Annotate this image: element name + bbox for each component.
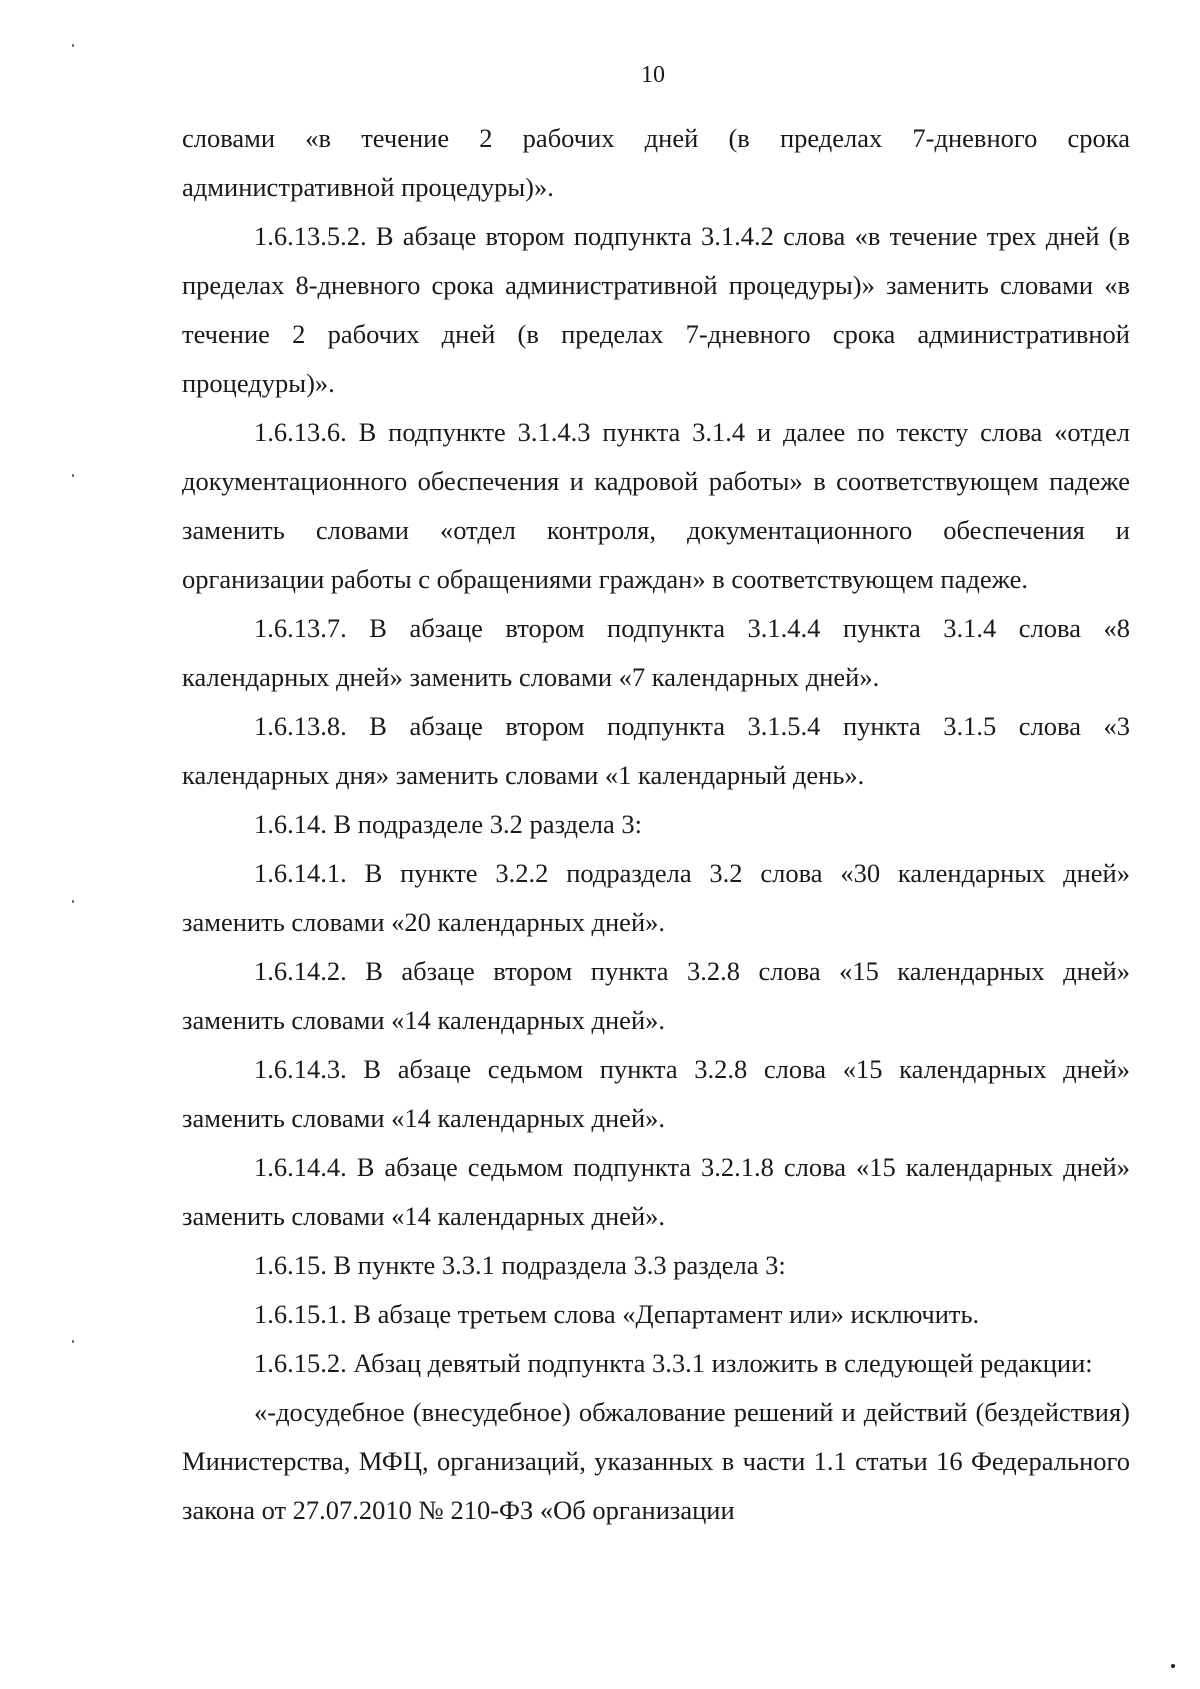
paragraph-1-6-15: 1.6.15. В пункте 3.3.1 подраздела 3.3 раздела 3:	[254, 1250, 786, 1280]
scan-speck	[72, 900, 74, 903]
paragraph-1-6-14-1: 1.6.14.1. В пункте 3.2.2 подраздела 3.2 слова «30 календарных дней» заменить словами «20 календарных дней».	[182, 858, 1130, 937]
document-body	[182, 114, 1130, 1535]
paragraph-1-6-13-7: 1.6.13.7. В абзаце втором подпункта 3.1.4.4 пункта 3.1.4 слова «8 календарных дней» заменить словами «7 календарных дней».	[182, 613, 1130, 692]
paragraph-1-6-13-6: 1.6.13.6. В подпункте 3.1.4.3 пункта 3.1.4 и далее по тексту слова «отдел документационного обеспечения и кадровой работы» в соответствующем падеже заменить словами «отдел контроля, документационного обеспечения и организации работы с обращениями граждан» в соответствующем падеже.	[182, 417, 1130, 594]
scan-speck	[1171, 1664, 1175, 1668]
scan-speck	[72, 474, 74, 477]
paragraph-1-6-15-1: 1.6.15.1. В абзаце третьем слова «Департамент или» исключить.	[254, 1299, 980, 1329]
paragraph-1-6-13-5-2: 1.6.13.5.2. В абзаце втором подпункта 3.1.4.2 слова «в течение трех дней (в пределах 8-дневного срока административной процедуры)» заменить словами «в течение 2 рабочих дней (в пределах 7-дневного срока административной процедуры)».	[182, 221, 1130, 398]
scan-speck	[72, 44, 74, 47]
paragraph-continuation: словами «в течение 2 рабочих дней (в пределах 7-дневного срока административной процедуры)».	[182, 123, 1130, 202]
paragraph-1-6-14-3: 1.6.14.3. В абзаце седьмом пункта 3.2.8 слова «15 календарных дней» заменить словами «14 календарных дней».	[182, 1054, 1130, 1133]
paragraph-1-6-13-8: 1.6.13.8. В абзаце втором подпункта 3.1.5.4 пункта 3.1.5 слова «3 календарных дня» заменить словами «1 календарный день».	[182, 711, 1130, 790]
paragraph-1-6-14: 1.6.14. В подразделе 3.2 раздела 3:	[254, 809, 643, 839]
page-number: 10	[641, 62, 665, 88]
paragraph-1-6-15-2: 1.6.15.2. Абзац девятый подпункта 3.3.1 изложить в следующей редакции:	[254, 1348, 1093, 1378]
paragraph-1-6-14-4: 1.6.14.4. В абзаце седьмом подпункта 3.2.1.8 слова «15 календарных дней» заменить словами «14 календарных дней».	[182, 1152, 1130, 1231]
paragraph-1-6-14-2: 1.6.14.2. В абзаце втором пункта 3.2.8 слова «15 календарных дней» заменить словами «14 календарных дней».	[182, 956, 1130, 1035]
paragraph-quoted-amendment: «-досудебное (внесудебное) обжалование решений и действий (бездействия) Министерства, МФЦ, организаций, указанных в части 1.1 статьи 16 Федерального закона от 27.07.2010 № 210-ФЗ «Об организации	[182, 1397, 1130, 1525]
scan-speck	[72, 1340, 74, 1343]
